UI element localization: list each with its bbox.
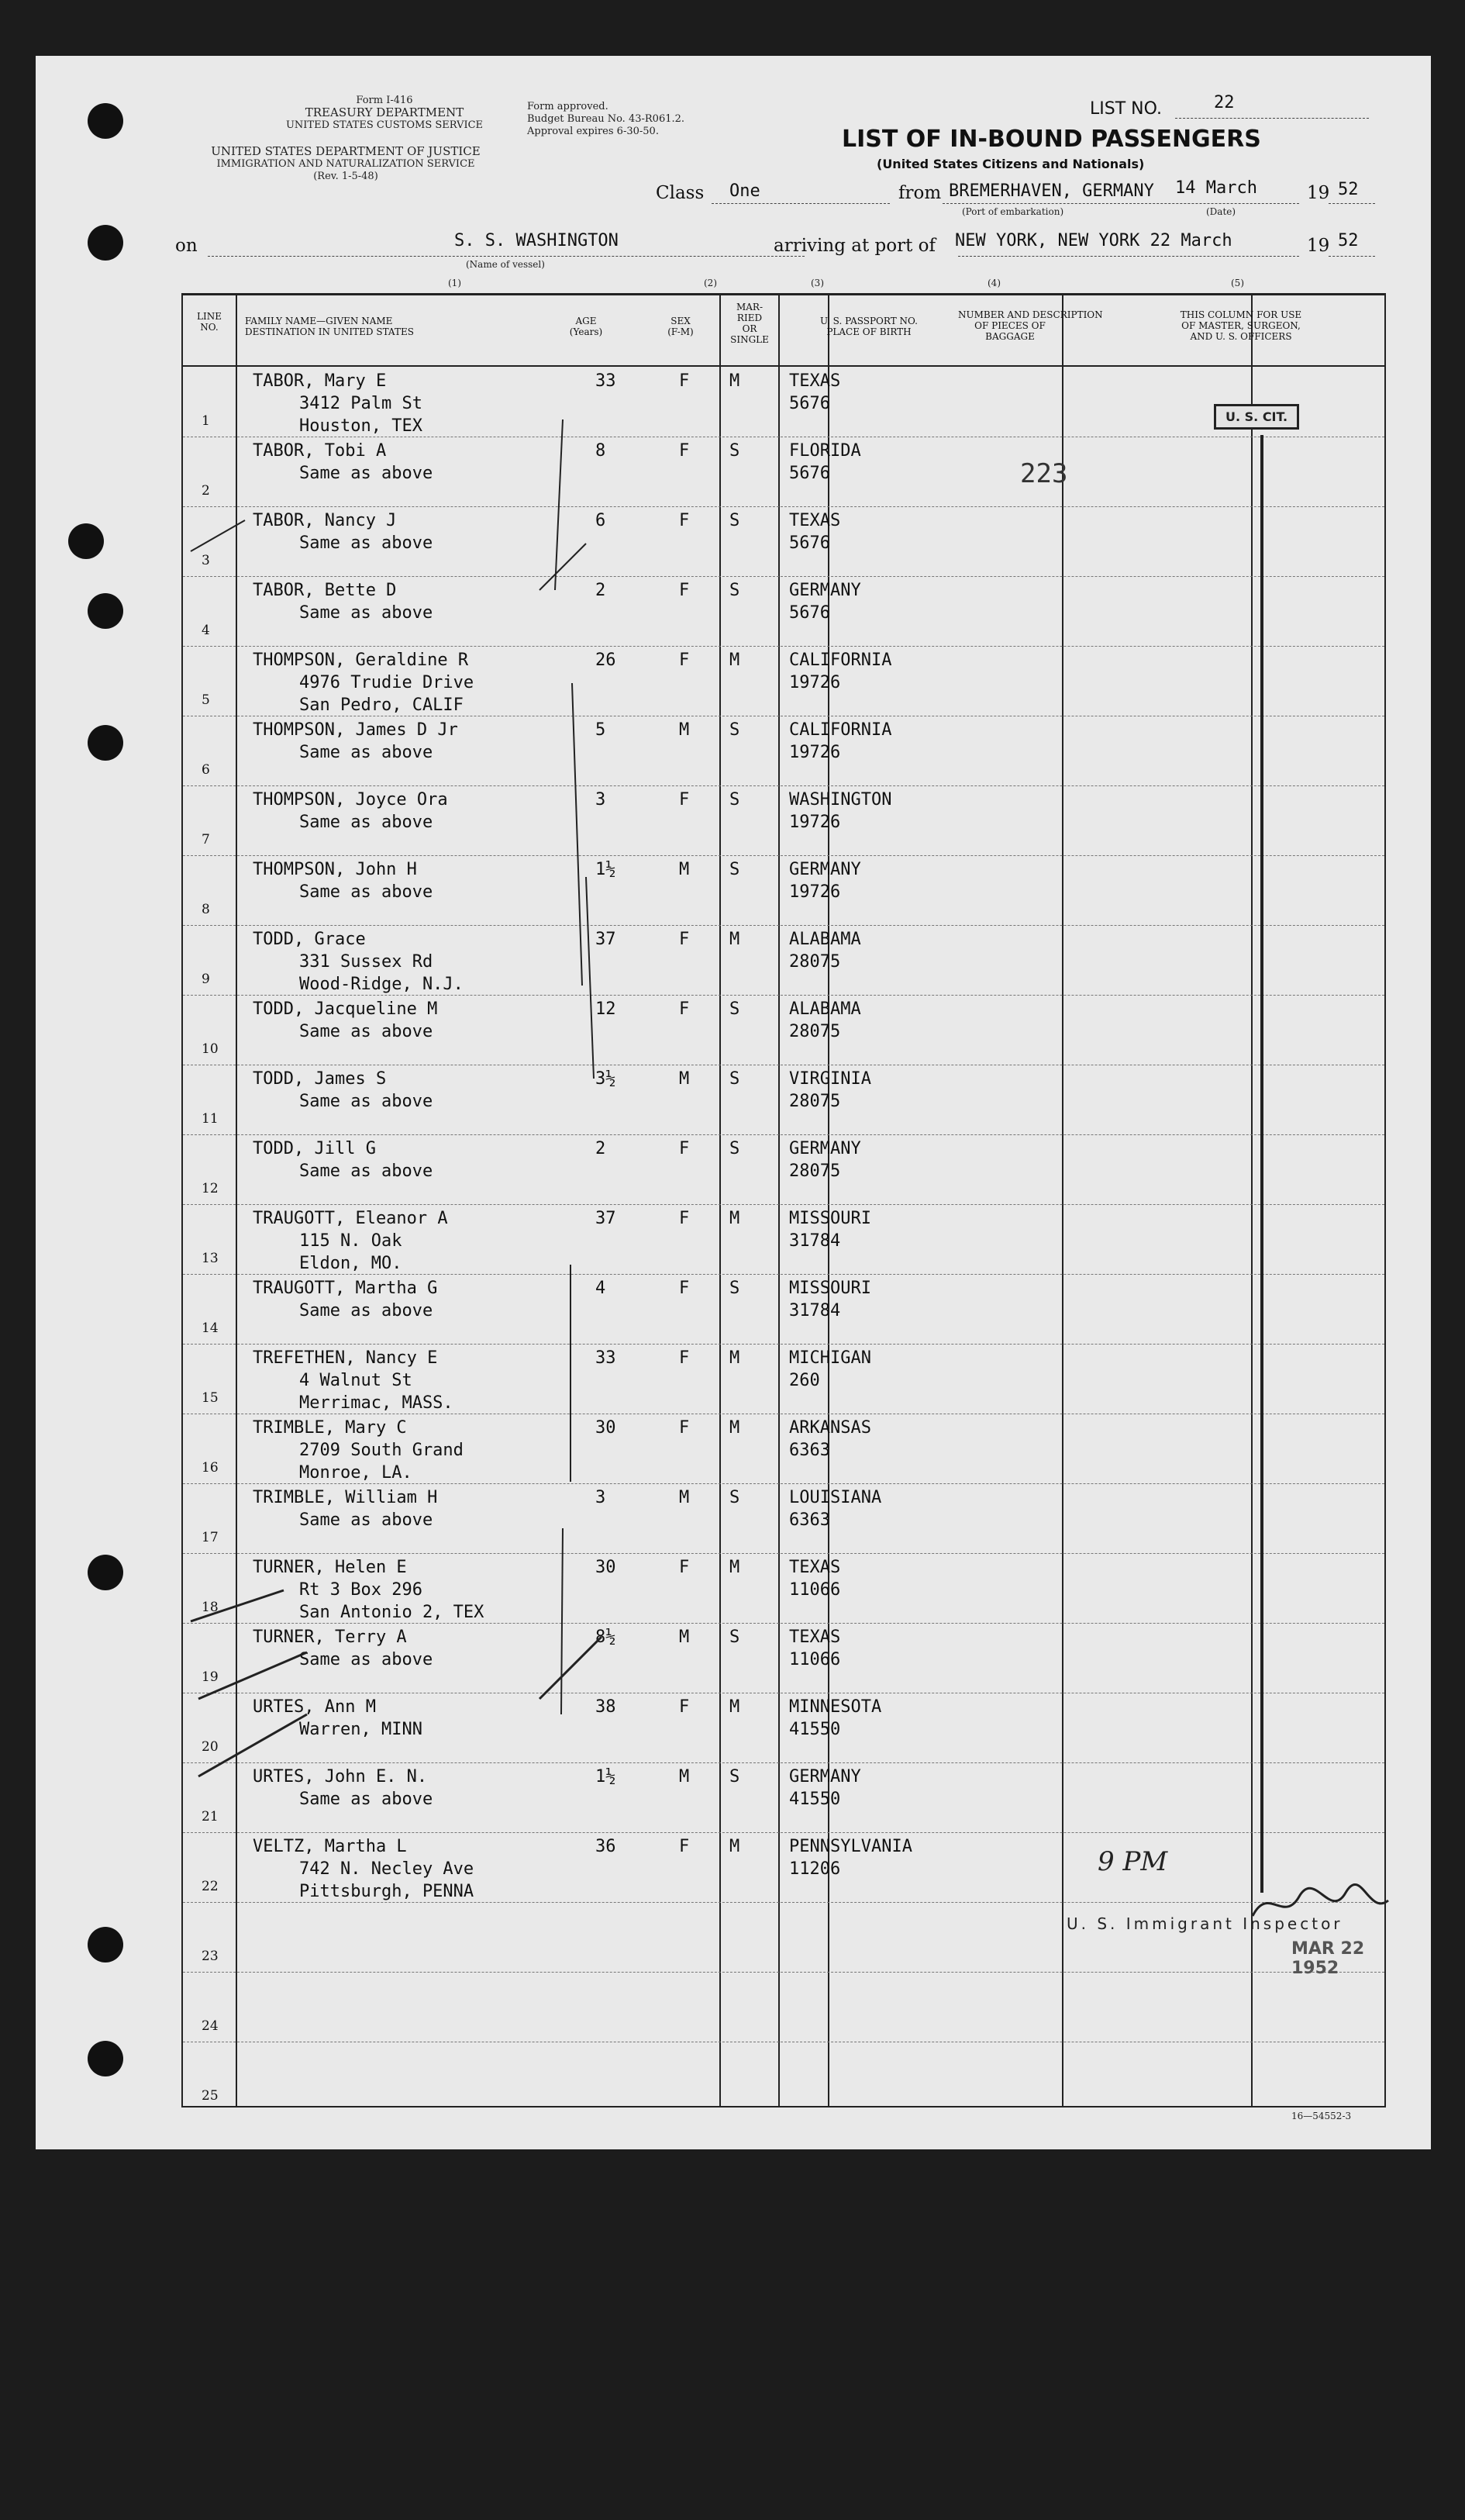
address-line-1: Same as above <box>299 1510 433 1530</box>
marital-status: S <box>729 441 740 461</box>
approval-expires: Approval expires 6-30-50. <box>527 126 659 137</box>
address-line-1: 115 N. Oak <box>299 1231 402 1251</box>
table-row <box>183 1693 1384 1762</box>
table-row <box>183 995 1384 1065</box>
binder-hole <box>88 1555 123 1590</box>
place-of-birth: CALIFORNIA <box>789 720 892 740</box>
passenger-name: TABOR, Tobi A <box>253 441 387 461</box>
marital-status: S <box>729 1628 740 1647</box>
marital-status: S <box>729 790 740 810</box>
passport-number: 28075 <box>789 1162 841 1181</box>
address-line-1: 2709 South Grand <box>299 1441 464 1460</box>
col-num-4: (4) <box>988 278 1001 288</box>
line-number: 21 <box>202 1809 219 1824</box>
address-line-1: Same as above <box>299 1301 433 1320</box>
address-line-2: Merrimac, MASS. <box>299 1393 453 1413</box>
col-num-2: (2) <box>704 278 717 288</box>
binder-hole <box>88 103 123 139</box>
date-stamp: MAR 22 1952 <box>1291 1939 1365 1978</box>
line-number: 9 <box>202 972 210 987</box>
marital-status: M <box>729 1697 740 1717</box>
page-title: LIST OF IN-BOUND PASSENGERS <box>842 126 1261 153</box>
col-num-3: (3) <box>811 278 824 288</box>
customs-label: UNITED STATES CUSTOMS SERVICE <box>285 119 484 131</box>
passport-number: 19726 <box>789 673 841 692</box>
inspector-label: U. S. Immigrant Inspector <box>1067 1914 1343 1933</box>
passenger-name: TURNER, Helen E <box>253 1558 407 1577</box>
binder-hole <box>88 593 123 629</box>
line-number: 3 <box>202 553 210 568</box>
address-line-2: San Pedro, CALIF <box>299 696 464 715</box>
passenger-name: TRAUGOTT, Eleanor A <box>253 1209 448 1228</box>
header-officers: THIS COLUMN FOR USE OF MASTER, SURGEON, AND U. S. OFFICERS <box>1180 309 1302 342</box>
class-value: One <box>729 181 760 201</box>
address-line-1: 331 Sussex Rd <box>299 952 433 972</box>
table-row <box>183 1972 1384 2042</box>
place-of-birth: FLORIDA <box>789 441 861 461</box>
binder-hole <box>68 523 104 559</box>
age: 3½ <box>595 1069 616 1089</box>
table-row <box>183 367 1384 437</box>
place-of-birth: LOUISIANA <box>789 1488 882 1507</box>
table-row <box>183 576 1384 646</box>
line-number: 25 <box>202 2088 219 2104</box>
address-line-1: Same as above <box>299 603 433 623</box>
marital-status: S <box>729 860 740 879</box>
address-line-1: Same as above <box>299 1650 433 1669</box>
address-line-1: Warren, MINN <box>299 1720 422 1739</box>
treasury-label: TREASURY DEPARTMENT <box>305 105 464 119</box>
line-number: 18 <box>202 1600 219 1615</box>
table-row <box>183 1832 1384 1902</box>
age: 38 <box>595 1697 616 1717</box>
place-of-birth: GERMANY <box>789 581 861 600</box>
table-row <box>183 2042 1384 2111</box>
table-row <box>183 785 1384 855</box>
age: 8 <box>595 441 606 461</box>
table-row <box>183 1344 1384 1414</box>
age: 8½ <box>595 1628 616 1647</box>
place-of-birth: MISSOURI <box>789 1279 871 1298</box>
age: 6 <box>595 511 606 530</box>
address-line-1: 4976 Trudie Drive <box>299 673 474 692</box>
marital-status: M <box>729 1418 740 1438</box>
date-caption: (Date) <box>1206 206 1236 217</box>
line-number: 19 <box>202 1669 219 1685</box>
vessel-caption: (Name of vessel) <box>466 259 545 270</box>
address-line-1: Same as above <box>299 743 433 762</box>
sex: F <box>679 511 690 530</box>
marital-status: S <box>729 1488 740 1507</box>
line-number: 4 <box>202 623 210 638</box>
header-married: MAR- RIED OR SINGLE <box>730 302 769 345</box>
age: 1½ <box>595 860 616 879</box>
passport-number: 11066 <box>789 1580 841 1600</box>
place-of-birth: PENNSYLVANIA <box>789 1837 912 1856</box>
place-of-birth: MISSOURI <box>789 1209 871 1228</box>
address-line-2: San Antonio 2, TEX <box>299 1603 484 1622</box>
address-line-2: Monroe, LA. <box>299 1463 412 1483</box>
passenger-name: TREFETHEN, Nancy E <box>253 1348 438 1368</box>
address-line-1: Same as above <box>299 1092 433 1111</box>
sex: F <box>679 1139 690 1158</box>
table-row <box>183 1553 1384 1623</box>
address-line-1: Same as above <box>299 1022 433 1041</box>
passenger-name: THOMPSON, James D Jr <box>253 720 458 740</box>
address-line-1: Rt 3 Box 296 <box>299 1580 422 1600</box>
citizen-stamp: U. S. CIT. <box>1214 404 1299 430</box>
age: 4 <box>595 1279 606 1298</box>
sex: F <box>679 999 690 1019</box>
passenger-name: TABOR, Nancy J <box>253 511 397 530</box>
line-number: 10 <box>202 1041 219 1057</box>
sex: F <box>679 1697 690 1717</box>
marital-status: S <box>729 1069 740 1089</box>
table-row <box>183 506 1384 576</box>
passport-number: 31784 <box>789 1301 841 1320</box>
sex: F <box>679 441 690 461</box>
page-subtitle: (United States Citizens and Nationals) <box>877 157 1145 171</box>
header-line-no: LINE NO. <box>197 311 222 333</box>
line-check-marks <box>160 412 315 1885</box>
passenger-name: VELTZ, Martha L <box>253 1837 407 1856</box>
on-label: on <box>175 236 198 256</box>
place-of-birth: MINNESOTA <box>789 1697 882 1717</box>
sex: F <box>679 651 690 670</box>
passenger-name: TRIMBLE, Mary C <box>253 1418 407 1438</box>
line-number: 13 <box>202 1251 219 1266</box>
address-line-1: Same as above <box>299 882 433 902</box>
place-of-birth: TEXAS <box>789 371 841 391</box>
line-number: 5 <box>202 692 210 708</box>
age: 5 <box>595 720 606 740</box>
age: 3 <box>595 1488 606 1507</box>
table-row <box>183 1065 1384 1134</box>
table-row <box>183 1623 1384 1693</box>
place-of-birth: ALABAMA <box>789 930 861 949</box>
sex: M <box>679 1069 690 1089</box>
line-number: 11 <box>202 1111 219 1127</box>
age: 30 <box>595 1418 616 1438</box>
header-age: AGE (Years) <box>569 316 603 337</box>
address-line-2: Houston, TEX <box>299 416 422 436</box>
line-number: 16 <box>202 1460 219 1476</box>
address-line-1: 3412 Palm St <box>299 394 422 413</box>
from-label: from <box>898 183 942 203</box>
sex: F <box>679 581 690 600</box>
time-note: 9 PM <box>1098 1846 1168 1877</box>
address-line-1: Same as above <box>299 813 433 832</box>
line-number: 17 <box>202 1530 219 1545</box>
marital-status: S <box>729 1767 740 1786</box>
age: 37 <box>595 1209 616 1228</box>
passenger-name: TURNER, Terry A <box>253 1628 407 1647</box>
sex: M <box>679 860 690 879</box>
address-line-1: 4 Walnut St <box>299 1371 412 1390</box>
marital-status: M <box>729 1558 740 1577</box>
passport-number: 5676 <box>789 464 830 483</box>
port-of-embarkation: BREMERHAVEN, GERMANY <box>949 181 1154 201</box>
place-of-birth: ARKANSAS <box>789 1418 871 1438</box>
sex: F <box>679 1418 690 1438</box>
passenger-name: TABOR, Bette D <box>253 581 397 600</box>
passport-number: 41550 <box>789 1720 841 1739</box>
binder-hole <box>88 1927 123 1962</box>
sex: F <box>679 1348 690 1368</box>
passenger-name: TODD, Jacqueline M <box>253 999 438 1019</box>
passenger-name: TODD, James S <box>253 1069 387 1089</box>
age: 3 <box>595 790 606 810</box>
line-number: 20 <box>202 1739 219 1755</box>
passenger-table <box>181 293 1386 2107</box>
line-number: 15 <box>202 1390 219 1406</box>
marital-status: M <box>729 1348 740 1368</box>
budget-bureau: Budget Bureau No. 43-R061.2. <box>527 113 685 125</box>
address-line-1: 742 N. Necley Ave <box>299 1859 474 1879</box>
class-label: Class <box>656 183 705 203</box>
baggage-count: 223 <box>1020 458 1068 489</box>
sex: M <box>679 1767 690 1786</box>
age: 33 <box>595 1348 616 1368</box>
passenger-name: URTES, Ann M <box>253 1697 376 1717</box>
address-line-2: Pittsburgh, PENNA <box>299 1882 474 1901</box>
revision-label: (Rev. 1-5-48) <box>313 171 378 182</box>
sex: F <box>679 1209 690 1228</box>
arrival-port: NEW YORK, NEW YORK 22 March <box>955 231 1232 250</box>
binder-hole <box>88 2041 123 2076</box>
address-line-1: Same as above <box>299 1162 433 1181</box>
passport-number: 5676 <box>789 603 830 623</box>
list-no-value: 22 <box>1214 93 1235 112</box>
header-passport: U. S. PASSPORT NO. PLACE OF BIRTH <box>820 316 918 337</box>
address-line-1: Same as above <box>299 533 433 553</box>
table-row <box>183 925 1384 995</box>
place-of-birth: MICHIGAN <box>789 1348 871 1368</box>
table-row <box>183 1274 1384 1344</box>
sex: M <box>679 720 690 740</box>
place-of-birth: TEXAS <box>789 511 841 530</box>
passenger-name: THOMPSON, Geraldine R <box>253 651 469 670</box>
passenger-name: TRAUGOTT, Martha G <box>253 1279 438 1298</box>
passenger-name: THOMPSON, John H <box>253 860 417 879</box>
form-approved: Form approved. <box>527 101 608 112</box>
table-row <box>183 855 1384 925</box>
passport-number: 11066 <box>789 1650 841 1669</box>
place-of-birth: GERMANY <box>789 1767 861 1786</box>
marital-status: M <box>729 651 740 670</box>
marital-status: S <box>729 511 740 530</box>
line-number: 12 <box>202 1181 219 1196</box>
passport-number: 11206 <box>789 1859 841 1879</box>
age: 37 <box>595 930 616 949</box>
arriving-label: arriving at port of <box>774 236 936 256</box>
officer-vertical-line <box>1260 435 1263 1893</box>
line-number: 6 <box>202 762 210 778</box>
table-row <box>183 646 1384 716</box>
place-of-birth: VIRGINIA <box>789 1069 871 1089</box>
header-name: FAMILY NAME—GIVEN NAME DESTINATION IN UNITED STATES <box>245 316 414 337</box>
passport-number: 260 <box>789 1371 820 1390</box>
sex: F <box>679 1279 690 1298</box>
age: 2 <box>595 581 606 600</box>
place-of-birth: TEXAS <box>789 1558 841 1577</box>
embarkation-date: 14 March <box>1175 178 1257 198</box>
justice-label: UNITED STATES DEPARTMENT OF JUSTICE <box>211 144 481 158</box>
passport-number: 41550 <box>789 1790 841 1809</box>
year-2: 52 <box>1338 231 1359 250</box>
passport-number: 28075 <box>789 952 841 972</box>
passport-number: 28075 <box>789 1092 841 1111</box>
passenger-name: TODD, Jill G <box>253 1139 376 1158</box>
place-of-birth: TEXAS <box>789 1628 841 1647</box>
port-caption: (Port of embarkation) <box>962 206 1064 217</box>
passport-number: 19726 <box>789 743 841 762</box>
col-num-5: (5) <box>1231 278 1244 288</box>
age: 26 <box>595 651 616 670</box>
pencil-tally-marks <box>524 412 617 1869</box>
binder-hole <box>88 225 123 261</box>
table-row <box>183 437 1384 506</box>
passenger-name: TODD, Grace <box>253 930 366 949</box>
year-1: 52 <box>1338 180 1359 199</box>
passport-number: 19726 <box>789 882 841 902</box>
passport-number: 28075 <box>789 1022 841 1041</box>
sex: F <box>679 1837 690 1856</box>
manifest-page <box>36 56 1431 2149</box>
table-row <box>183 1902 1384 1972</box>
table-row <box>183 716 1384 785</box>
marital-status: S <box>729 720 740 740</box>
sex: F <box>679 371 690 391</box>
header-sex: SEX (F-M) <box>667 316 694 337</box>
line-number: 2 <box>202 483 210 499</box>
header-baggage: NUMBER AND DESCRIPTION OF PIECES OF BAGGAGE <box>958 309 1103 342</box>
age: 1½ <box>595 1767 616 1786</box>
address-line-1: Same as above <box>299 1790 433 1809</box>
sex: F <box>679 1558 690 1577</box>
marital-status: M <box>729 1209 740 1228</box>
place-of-birth: ALABAMA <box>789 999 861 1019</box>
age: 30 <box>595 1558 616 1577</box>
col-num-1: (1) <box>448 278 461 288</box>
sex: M <box>679 1488 690 1507</box>
sex: F <box>679 930 690 949</box>
binder-hole <box>88 725 123 761</box>
marital-status: S <box>729 1139 740 1158</box>
address-line-2: Wood-Ridge, N.J. <box>299 975 464 994</box>
line-number: 8 <box>202 902 210 917</box>
marital-status: S <box>729 581 740 600</box>
place-of-birth: GERMANY <box>789 860 861 879</box>
line-number: 23 <box>202 1949 219 1964</box>
place-of-birth: CALIFORNIA <box>789 651 892 670</box>
passenger-name: THOMPSON, Joyce Ora <box>253 790 448 810</box>
passport-number: 6363 <box>789 1441 830 1460</box>
table-row <box>183 1134 1384 1204</box>
passenger-name: TABOR, Mary E <box>253 371 387 391</box>
sex: F <box>679 790 690 810</box>
age: 2 <box>595 1139 606 1158</box>
address-line-1: Same as above <box>299 464 433 483</box>
age: 33 <box>595 371 616 391</box>
passport-number: 6363 <box>789 1510 830 1530</box>
table-row <box>183 1204 1384 1274</box>
marital-status: S <box>729 1279 740 1298</box>
form-number: Form I-416 <box>356 95 413 106</box>
passport-number: 5676 <box>789 533 830 553</box>
year-prefix-2: 19 <box>1307 236 1330 256</box>
vessel-name: S. S. WASHINGTON <box>454 231 619 250</box>
line-number: 1 <box>202 413 210 429</box>
age: 12 <box>595 999 616 1019</box>
passenger-name: TRIMBLE, William H <box>253 1488 438 1507</box>
table-row <box>183 1483 1384 1553</box>
footer-code: 16—54552-3 <box>1291 2111 1352 2121</box>
line-number: 24 <box>202 2018 219 2034</box>
place-of-birth: WASHINGTON <box>789 790 892 810</box>
marital-status: S <box>729 999 740 1019</box>
passenger-name: URTES, John E. N. <box>253 1767 428 1786</box>
marital-status: M <box>729 1837 740 1856</box>
passport-number: 19726 <box>789 813 841 832</box>
table-row <box>183 1762 1384 1832</box>
line-number: 22 <box>202 1879 219 1894</box>
marital-status: M <box>729 371 740 391</box>
table-row <box>183 1414 1384 1483</box>
passport-number: 5676 <box>789 394 830 413</box>
age: 36 <box>595 1837 616 1856</box>
place-of-birth: GERMANY <box>789 1139 861 1158</box>
line-number: 7 <box>202 832 210 847</box>
list-no-label: LIST NO. <box>1090 99 1163 119</box>
address-line-2: Eldon, MO. <box>299 1254 402 1273</box>
sex: M <box>679 1628 690 1647</box>
ins-label: IMMIGRATION AND NATURALIZATION SERVICE <box>216 158 475 170</box>
line-number: 14 <box>202 1320 219 1336</box>
passport-number: 31784 <box>789 1231 841 1251</box>
year-prefix-1: 19 <box>1307 183 1330 203</box>
inspector-signature <box>1245 1877 1392 1931</box>
marital-status: M <box>729 930 740 949</box>
